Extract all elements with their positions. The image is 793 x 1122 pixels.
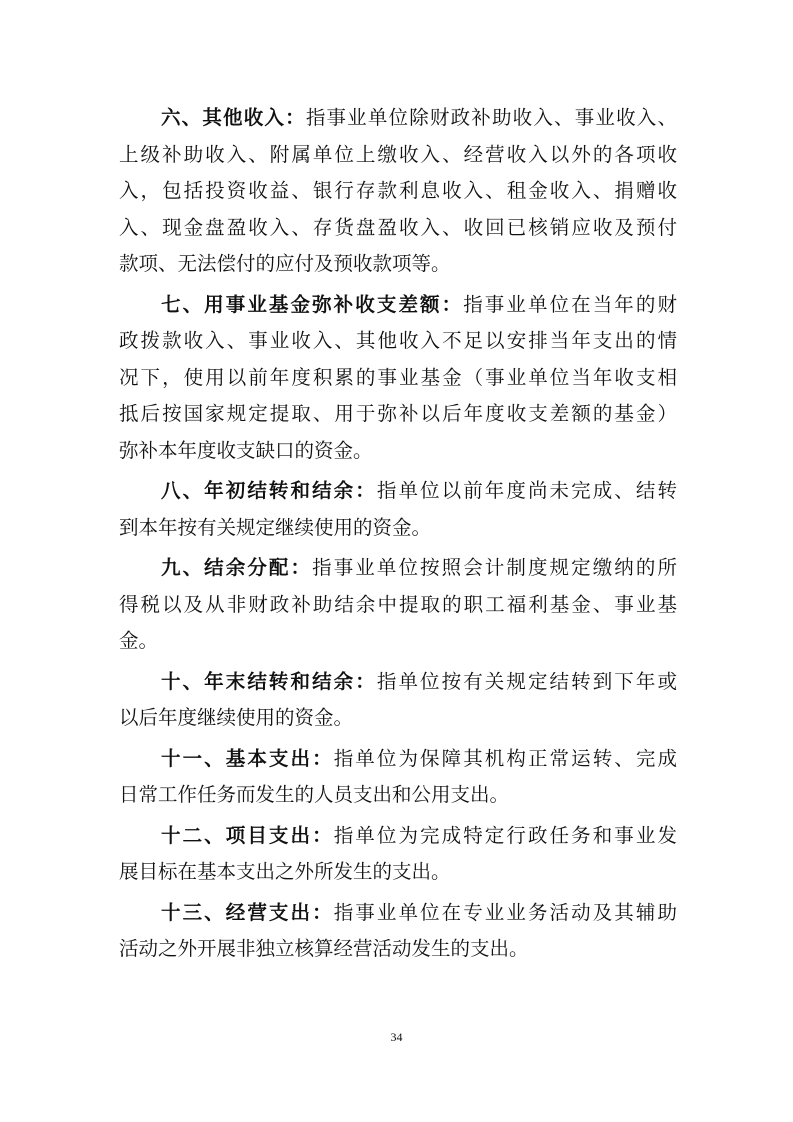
paragraph-first-line [119, 818, 677, 855]
paragraph-surplus-distribution [119, 550, 677, 660]
paragraph-first-line [119, 895, 677, 932]
term-heading: 八、年初结转和结余： [161, 479, 377, 502]
paragraph-line: 政拨款收入、事业收入、其他收入不足以安排当年支出的情 [119, 329, 677, 352]
definition-text: 指单位为保障其机构正常运转、完成 [333, 746, 677, 770]
paragraph-line: 上级补助收入、附属单位上缴收入、经营收入以外的各项收 [119, 142, 677, 166]
term-heading: 十二、项目支出： [161, 823, 334, 847]
paragraph-line: 到本年按有关规定继续使用的资金。 [119, 515, 432, 539]
paragraph-first-line [119, 741, 677, 778]
term-heading: 七、用事业基金弥补收支差额： [161, 292, 464, 316]
paragraph-project-expenditure [119, 818, 677, 891]
definition-text: 指单位按有关规定结转到下年或 [376, 669, 677, 693]
paragraph-first-line [119, 550, 677, 587]
definition-text: 指事业单位除财政补助收入、事业收入、 [305, 106, 677, 129]
term-heading: 十、年末结转和结余： [161, 669, 377, 693]
paragraph-line: 展目标在基本支出之外所发生的支出。 [119, 860, 451, 883]
paragraph-line: 抵后按国家规定提取、用于弥补以后年度收支差额的基金） [119, 402, 677, 425]
paragraph-line: 活动之外开展非独立核算经营活动发生的支出。 [119, 937, 529, 960]
term-heading: 十一、基本支出： [161, 746, 334, 770]
paragraph-line: 弥补本年度收支缺口的资金。 [119, 438, 373, 462]
term-heading: 十三、经营支出： [161, 900, 334, 924]
term-heading: 九、结余分配： [161, 556, 313, 579]
definition-text: 指事业单位在专业业务活动及其辅助 [333, 900, 677, 924]
paragraph-line: 款项、无法偿付的应付及预收款项等。 [119, 252, 451, 275]
page-number: 34 [390, 1030, 403, 1044]
paragraph-first-line [119, 473, 677, 510]
paragraph-first-line [119, 664, 677, 701]
paragraph-line: 得税以及从非财政补助结余中提取的职工福利基金、事业基 [119, 592, 677, 616]
paragraph-closing-balance [119, 664, 677, 737]
paragraph-first-line [119, 100, 677, 137]
paragraph-fund-offset [119, 287, 677, 470]
paragraph-line: 入，包括投资收益、银行存款利息收入、租金收入、捐赠收 [119, 179, 677, 202]
definition-text: 指单位为完成特定行政任务和事业发 [333, 823, 677, 847]
paragraph-first-line [119, 287, 677, 324]
paragraph-line: 以后年度继续使用的资金。 [119, 706, 354, 729]
definition-text: 指单位以前年度尚未完成、结转 [376, 479, 677, 502]
document-body [119, 100, 677, 972]
paragraph-line: 日常工作任务而发生的人员支出和公用支出。 [119, 783, 510, 806]
term-heading: 六、其他收入： [161, 106, 306, 129]
paragraph-line: 入、现金盘盈收入、存货盘盈收入、收回已核销应收及预付 [119, 215, 677, 239]
paragraph-opening-balance [119, 473, 677, 546]
paragraph-line: 况下，使用以前年度积累的事业基金（事业单位当年收支相 [119, 365, 677, 389]
paragraph-operating-expenditure [119, 895, 677, 968]
definition-text: 指事业单位在当年的财 [463, 292, 677, 316]
paragraph-other-income [119, 100, 677, 283]
paragraph-line: 金。 [119, 629, 159, 652]
paragraph-basic-expenditure [119, 741, 677, 814]
definition-text: 指事业单位按照会计制度规定缴纳的所 [312, 556, 677, 579]
